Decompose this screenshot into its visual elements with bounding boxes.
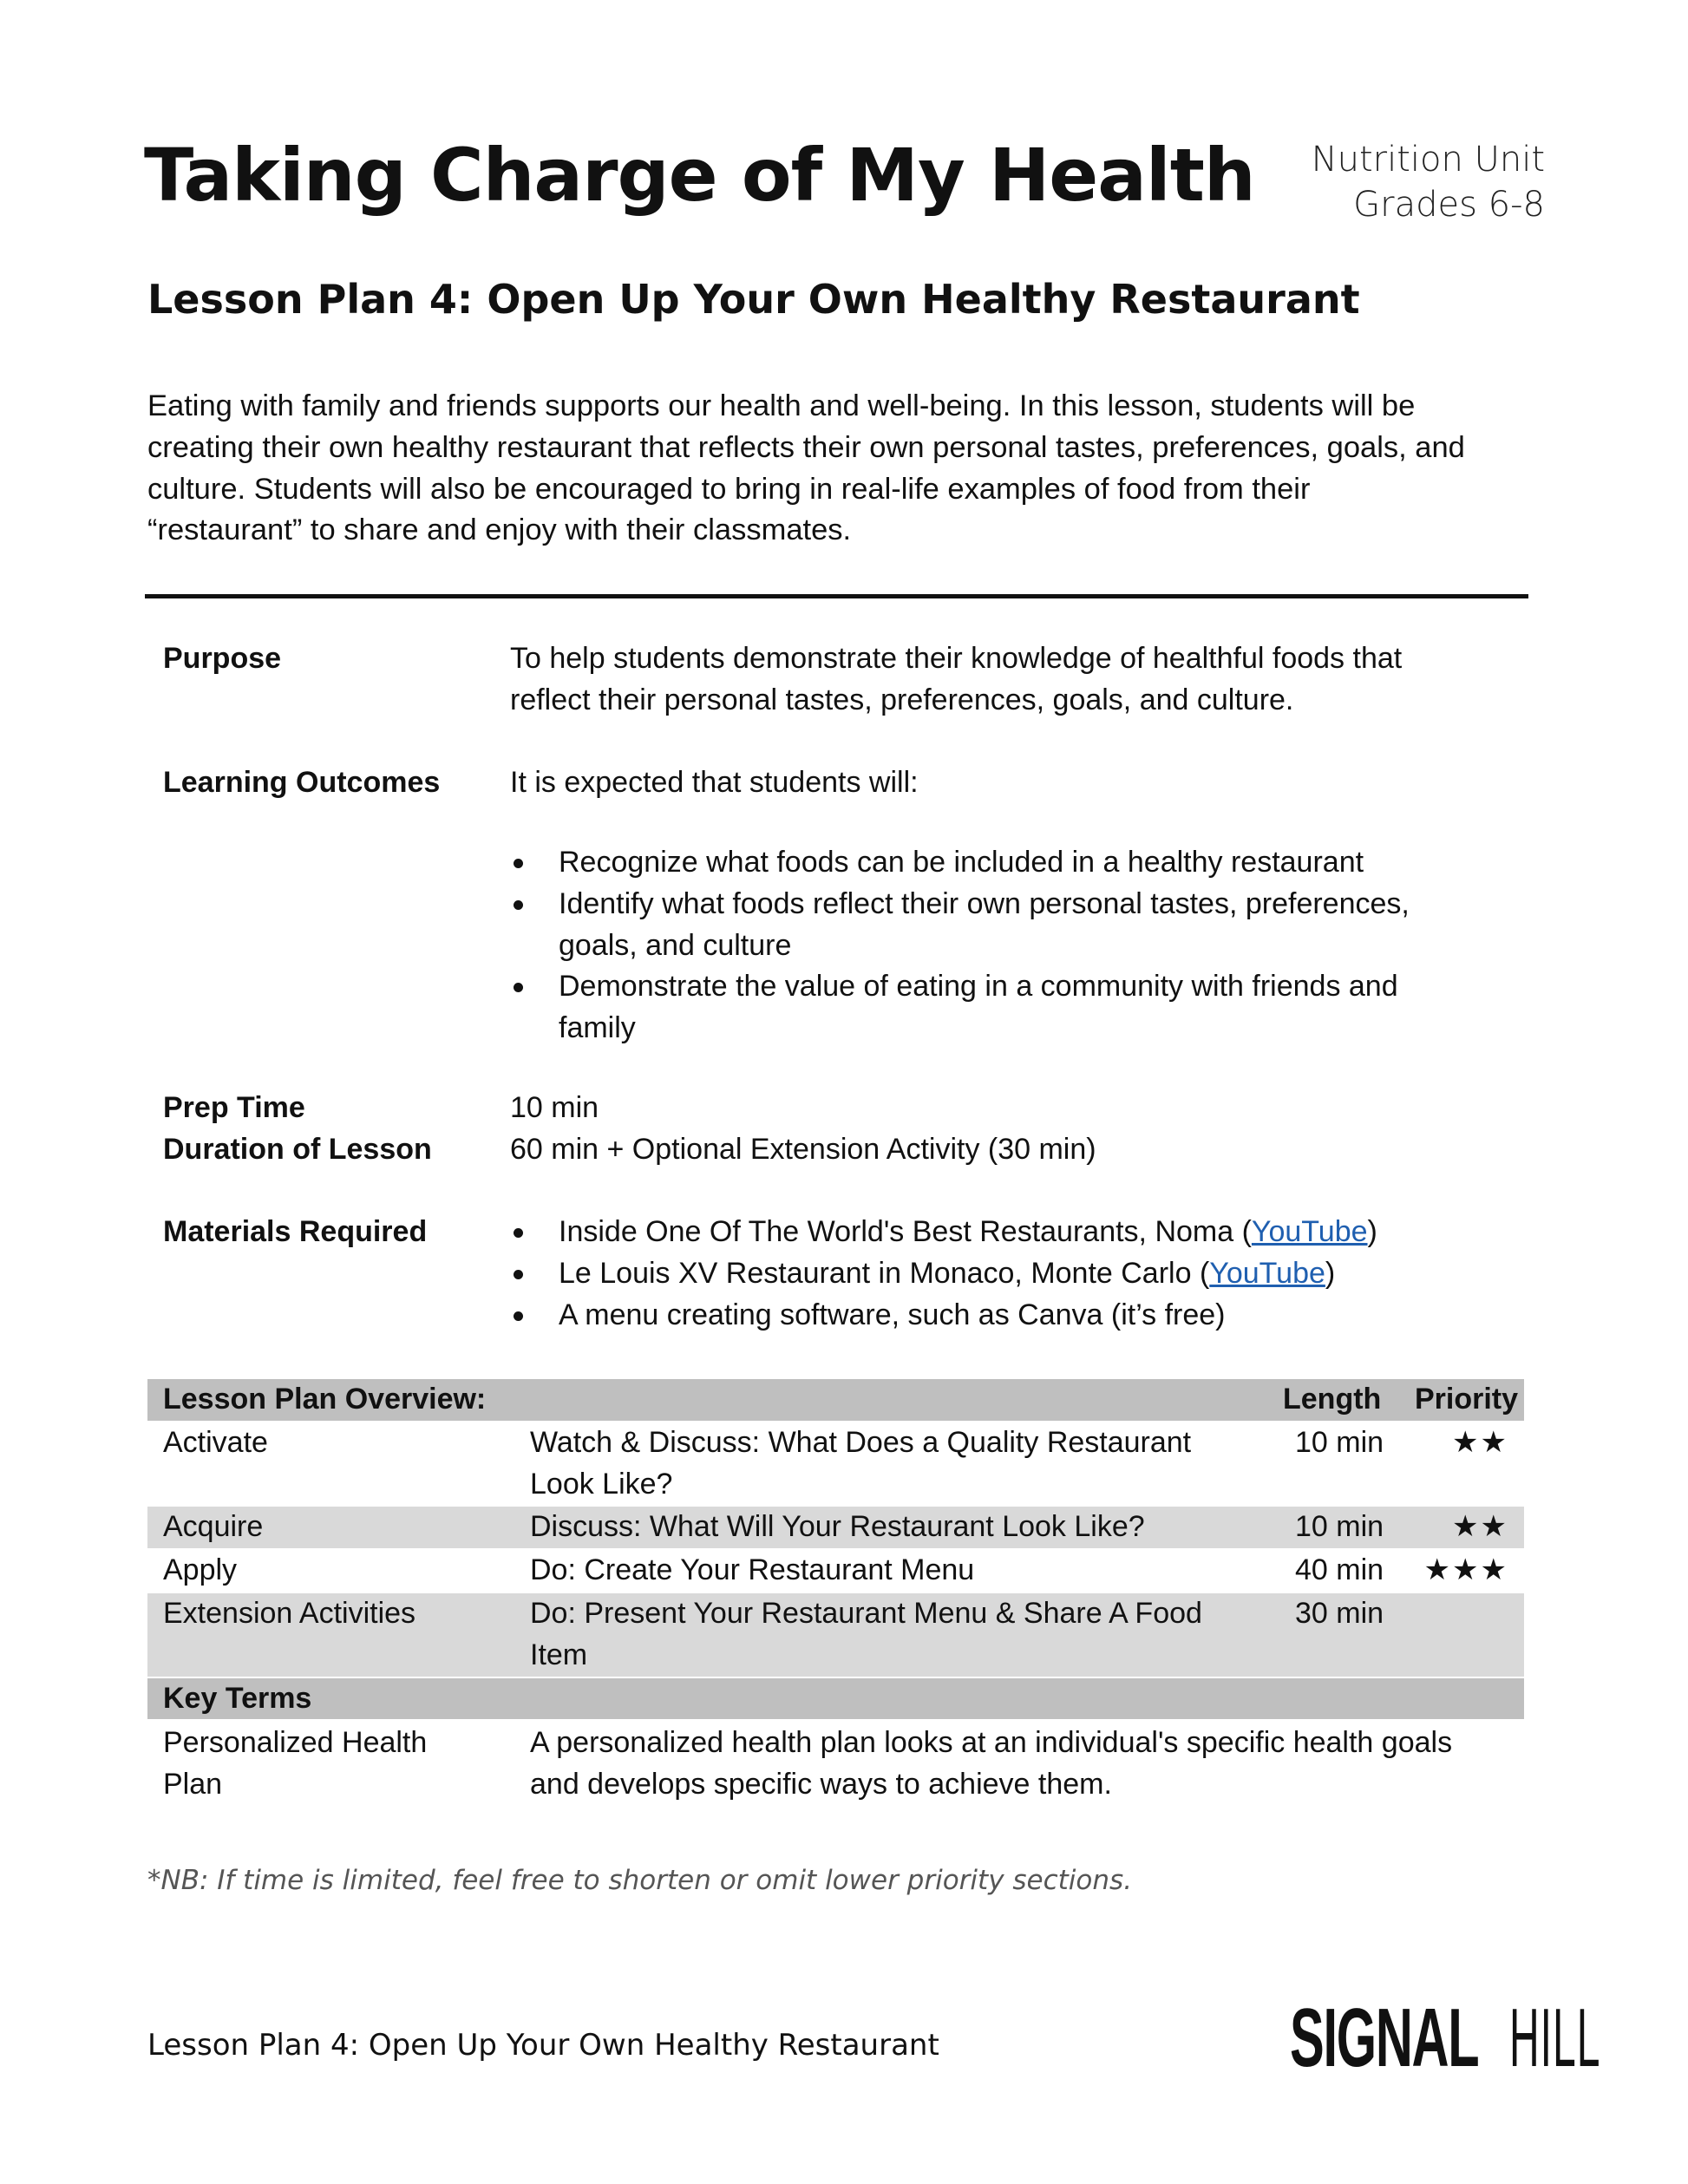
activity-line: Do: Create Your Restaurant Menu bbox=[530, 1553, 975, 1587]
learning-outcomes-list bbox=[510, 842, 1525, 1049]
phase-cell: Activate bbox=[163, 1425, 268, 1459]
purpose-label: Purpose bbox=[163, 642, 282, 675]
outcome-item bbox=[510, 842, 1525, 884]
overview-header-row bbox=[147, 1379, 1524, 1421]
logo-hill-text: HILL bbox=[1508, 1991, 1601, 2084]
definition-line: A personalized health plan looks at an individual's specific health goals bbox=[530, 1726, 1453, 1760]
material-text: A menu creating software, such as Canva (it’s free) bbox=[559, 1298, 1226, 1331]
prep-time-label: Prep Time bbox=[163, 1091, 305, 1124]
unit-info bbox=[1312, 137, 1545, 227]
outcome-item bbox=[510, 884, 1525, 967]
purpose-value bbox=[510, 638, 1525, 722]
term-line: Plan bbox=[163, 1768, 223, 1801]
key-terms-header-row bbox=[147, 1678, 1524, 1720]
key-terms-title: Key Terms bbox=[163, 1681, 312, 1715]
grade-range: Grades 6-8 bbox=[1353, 185, 1545, 225]
term-line: Personalized Health bbox=[163, 1726, 428, 1760]
material-item bbox=[510, 1295, 1525, 1337]
document-title: Taking Charge of My Health bbox=[144, 133, 1255, 218]
youtube-link[interactable]: YouTube bbox=[1251, 1215, 1368, 1248]
material-text-after: ) bbox=[1367, 1215, 1377, 1248]
material-text: Le Louis XV Restaurant in Monaco, Monte Carlo ( bbox=[559, 1256, 1210, 1290]
outcome-text: Recognize what foods can be included in a healthy restaurant bbox=[559, 846, 1364, 879]
intro-line: creating their own healthy restaurant that reflects their own personal tastes, preferences, goals, and bbox=[147, 430, 1465, 464]
definition-line: and develops specific ways to achieve them. bbox=[530, 1768, 1112, 1801]
priority-header: Priority bbox=[1415, 1383, 1519, 1416]
activity-line: Discuss: What Will Your Restaurant Look Like? bbox=[530, 1510, 1145, 1544]
materials-list bbox=[510, 1212, 1525, 1336]
overview-header-spacer bbox=[530, 1379, 1276, 1421]
activity-cell bbox=[530, 1593, 1276, 1677]
learning-outcomes-label: Learning Outcomes bbox=[163, 766, 441, 799]
phase-cell: Apply bbox=[163, 1553, 238, 1587]
intro-paragraph bbox=[147, 386, 1535, 552]
phase-cell: Extension Activities bbox=[163, 1596, 416, 1630]
outcome-text: Identify what foods reflect their own personal tastes, preferences, bbox=[559, 886, 1410, 920]
bullet-icon bbox=[514, 1311, 523, 1321]
priority-note: *NB: If time is limited, feel free to shorten or omit lower priority sections. bbox=[147, 1865, 1133, 1896]
priority-stars-icon: ★★ bbox=[1452, 1510, 1508, 1544]
intro-line: culture. Students will also be encouraged to bring in real-life examples of food from their bbox=[147, 472, 1311, 506]
phase-cell: Acquire bbox=[163, 1510, 264, 1544]
length-cell: 10 min bbox=[1295, 1425, 1384, 1459]
key-term-cell bbox=[147, 1723, 530, 1806]
outcome-text: family bbox=[559, 1011, 636, 1045]
outcome-text: goals, and culture bbox=[559, 928, 792, 962]
section-divider bbox=[145, 594, 1528, 598]
activity-line: Watch & Discuss: What Does a Quality Restaurant bbox=[530, 1425, 1192, 1459]
length-cell: 10 min bbox=[1295, 1510, 1384, 1544]
priority-stars-icon: ★★★ bbox=[1423, 1553, 1508, 1587]
logo-signal-text: SIGNAL bbox=[1290, 1991, 1479, 2084]
unit-name: Nutrition Unit bbox=[1311, 140, 1545, 180]
length-cell: 40 min bbox=[1295, 1553, 1384, 1587]
overview-row-activate bbox=[147, 1422, 1524, 1506]
priority-stars-icon: ★★ bbox=[1452, 1425, 1508, 1459]
duration-label: Duration of Lesson bbox=[163, 1133, 432, 1166]
key-term-row bbox=[147, 1723, 1524, 1806]
activity-line: Look Like? bbox=[530, 1467, 673, 1501]
lesson-heading: Lesson Plan 4: Open Up Your Own Healthy Restaurant bbox=[147, 276, 1360, 323]
prep-time-value: 10 min bbox=[510, 1091, 599, 1124]
bullet-icon bbox=[514, 1270, 523, 1279]
length-header: Length bbox=[1283, 1383, 1382, 1416]
activity-cell bbox=[530, 1550, 1276, 1592]
outcome-text: Demonstrate the value of eating in a community with friends and bbox=[559, 970, 1398, 1004]
material-item bbox=[510, 1253, 1525, 1295]
activity-cell bbox=[530, 1422, 1276, 1506]
lesson-overview-table bbox=[147, 1379, 1524, 1806]
bullet-icon bbox=[514, 900, 523, 910]
material-text-after: ) bbox=[1325, 1256, 1336, 1290]
bullet-icon bbox=[514, 1228, 523, 1238]
length-cell: 30 min bbox=[1295, 1596, 1384, 1630]
bullet-icon bbox=[514, 983, 523, 992]
intro-line: Eating with family and friends supports our health and well-being. In this lesson, students will be bbox=[147, 389, 1416, 422]
activity-cell bbox=[530, 1507, 1276, 1548]
purpose-line: reflect their personal tastes, preferences, goals, and culture. bbox=[510, 683, 1294, 716]
learning-outcomes-intro: It is expected that students will: bbox=[510, 766, 919, 799]
material-item bbox=[510, 1212, 1525, 1253]
youtube-link[interactable]: YouTube bbox=[1209, 1256, 1325, 1290]
material-text: Inside One Of The World's Best Restaurants, Noma ( bbox=[559, 1215, 1252, 1248]
activity-line: Do: Present Your Restaurant Menu & Share A Food bbox=[530, 1596, 1202, 1630]
overview-row-acquire bbox=[147, 1507, 1524, 1548]
intro-line: “restaurant” to share and enjoy with their classmates. bbox=[147, 513, 852, 547]
footer-lesson-title: Lesson Plan 4: Open Up Your Own Healthy Restaurant bbox=[147, 2028, 939, 2063]
bullet-icon bbox=[514, 859, 523, 868]
signalhill-logo bbox=[1290, 1991, 1688, 2084]
key-term-definition bbox=[530, 1723, 1524, 1806]
overview-row-apply bbox=[147, 1550, 1524, 1592]
purpose-line: To help students demonstrate their knowledge of healthful foods that bbox=[510, 642, 1403, 675]
outcome-item bbox=[510, 966, 1525, 1049]
overview-row-extension bbox=[147, 1593, 1524, 1677]
priority-stars-icon bbox=[1415, 1593, 1524, 1677]
materials-label: Materials Required bbox=[163, 1215, 428, 1248]
activity-line: Item bbox=[530, 1638, 588, 1671]
duration-value: 60 min + Optional Extension Activity (30 min) bbox=[510, 1133, 1096, 1166]
overview-title: Lesson Plan Overview: bbox=[163, 1383, 487, 1416]
